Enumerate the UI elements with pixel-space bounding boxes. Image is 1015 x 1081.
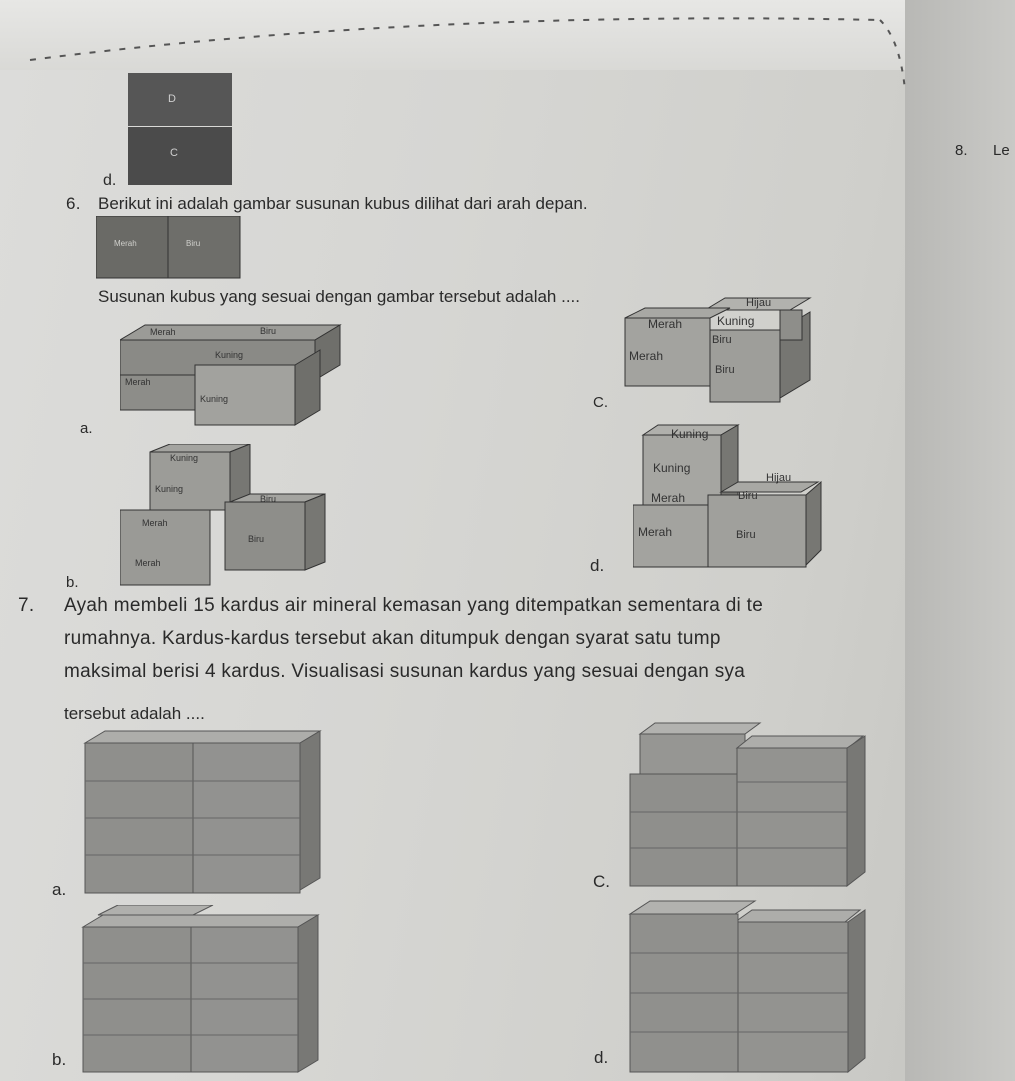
q7-option-a-label: a. [52, 880, 67, 899]
q7-option-c-label: C. [593, 872, 610, 891]
box-top [735, 910, 860, 922]
face-label: Kuning [653, 461, 691, 475]
right-page-text: Le [993, 142, 1010, 159]
q7-line-3: maksimal berisi 4 kardus. Visualisasi susunan kardus yang sesuai dengan sya [64, 661, 746, 682]
box-top [640, 723, 760, 734]
stack-left [630, 774, 740, 886]
cube-low-right [708, 495, 806, 567]
face-label: Kuning [215, 350, 244, 360]
face-label: Biru [738, 490, 758, 502]
face-label: Biru [736, 529, 756, 541]
front-view-label-2: Biru [186, 239, 201, 248]
box-top [83, 915, 318, 927]
face-label: Biru [712, 334, 732, 346]
face-label: Kuning [671, 427, 709, 441]
q7-number: 7. [18, 595, 35, 616]
front-view-label-1: Merah [114, 239, 137, 248]
face-label: Merah [651, 491, 686, 505]
q7-option-c-figure [625, 720, 875, 890]
face-label: Biru [260, 494, 277, 504]
face-label: Merah [150, 327, 176, 337]
face-label: Kuning [200, 394, 229, 404]
box-top [737, 736, 863, 748]
stack-side [848, 910, 865, 1072]
cube-low-right-side [806, 482, 821, 565]
q6-front-view [96, 216, 246, 280]
face-label: Merah [135, 558, 161, 568]
q7-option-b-figure [78, 905, 328, 1075]
face-label: Merah [125, 377, 151, 387]
cube-back [780, 310, 802, 340]
q6-number: 6. [66, 194, 81, 213]
q6-option-b-label: b. [66, 574, 79, 591]
box-top-left [640, 734, 745, 774]
face-label: Merah [638, 525, 673, 539]
q6-option-d-label: d. [590, 556, 605, 575]
face-label: Biru [260, 326, 277, 336]
face-label: Merah [629, 349, 664, 363]
q6-question: Susunan kubus yang sesuai dengan gambar tersebut adalah .... [98, 287, 581, 306]
cube-face-bottom [128, 127, 232, 185]
q6-option-a-figure [120, 320, 345, 430]
q7-line-4: tersebut adalah .... [64, 704, 205, 723]
q7-option-d-label: d. [594, 1048, 609, 1067]
q7-line-1: Ayah membeli 15 kardus air mineral kemasan yang ditempatkan sementara di te [64, 595, 764, 616]
cube-top-side [721, 425, 738, 505]
face-label: Hijau [746, 297, 772, 309]
q6-option-c-label: C. [593, 394, 608, 411]
cube-low-right [225, 502, 305, 570]
q5-option-d-label: d. [103, 172, 117, 189]
face-label: Kuning [717, 314, 755, 328]
q6-option-a-label: a. [80, 420, 93, 437]
cube-face-top [128, 73, 232, 126]
face-label: Merah [648, 317, 683, 331]
face-letter: C [170, 147, 178, 159]
stack-right [737, 748, 847, 886]
face-label: Kuning [170, 453, 199, 463]
q7-option-a-figure [80, 728, 325, 898]
face-label: Hijau [766, 472, 792, 484]
face-letter: D [168, 93, 176, 105]
q6-prompt: Berikut ini adalah gambar susunan kubus dilihat dari arah depan. [98, 194, 588, 213]
right-page-number: 8. [955, 142, 968, 159]
box-top [630, 901, 755, 914]
face-label: Merah [142, 518, 168, 528]
face-label: Biru [715, 364, 735, 376]
q7-option-d-figure [620, 898, 875, 1076]
adjacent-page [905, 0, 1015, 1081]
stack-side [847, 736, 865, 886]
face-label: Biru [248, 534, 265, 544]
stack-right [738, 922, 848, 1072]
stack-side [300, 731, 320, 890]
q7-line-2: rumahnya. Kardus-kardus tersebut akan ditumpuk dengan syarat satu tump [64, 628, 721, 649]
face-label: Kuning [155, 484, 184, 494]
stack-side [298, 915, 318, 1072]
box-top [98, 905, 213, 915]
q7-option-b-label: b. [52, 1050, 67, 1069]
box-top [85, 731, 320, 743]
q6-option-c-figure [620, 290, 820, 405]
front-view-right-face [168, 216, 240, 278]
q6-option-b-figure [120, 444, 330, 589]
cube-low-right-side [305, 494, 325, 570]
q6-option-d-figure [633, 420, 828, 570]
